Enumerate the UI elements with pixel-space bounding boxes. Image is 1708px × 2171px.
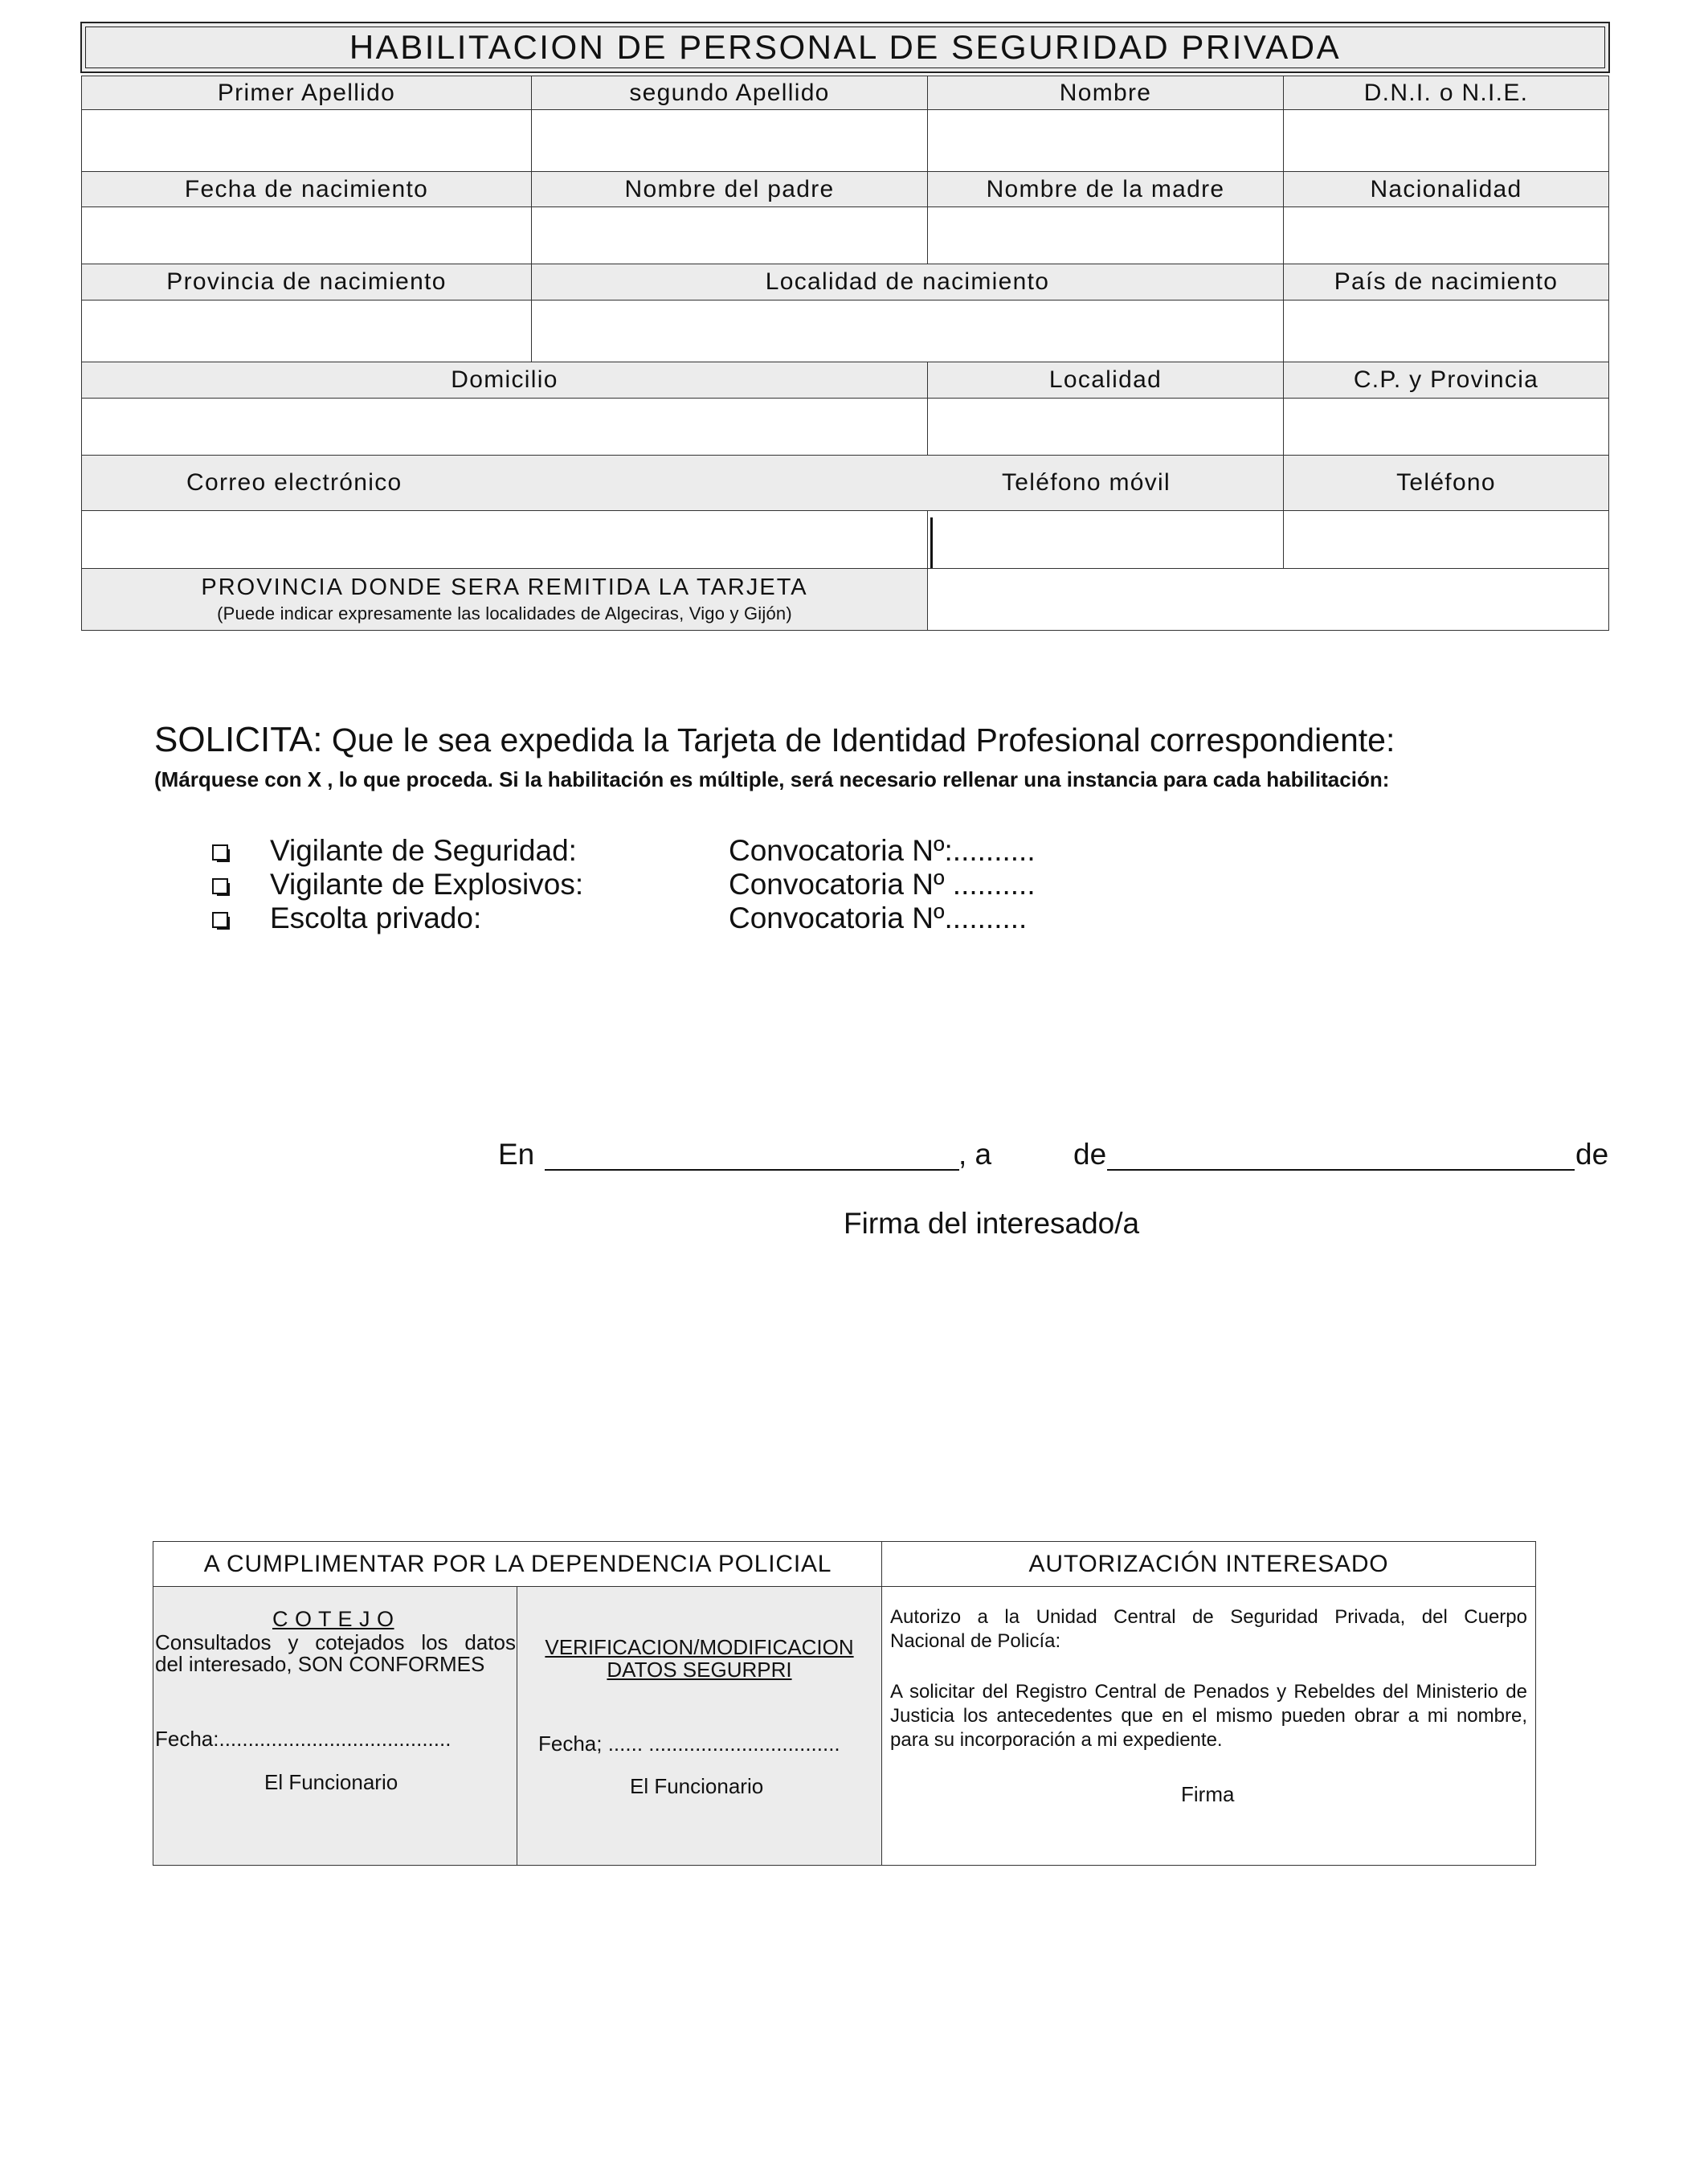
field-dni-nie[interactable] — [1283, 109, 1609, 172]
cotejo-funcionario: El Funcionario — [264, 1770, 398, 1794]
checkbox-escolta-privado[interactable] — [212, 912, 228, 928]
autorizacion-cell — [881, 1586, 1536, 1866]
header-provincia-nacimiento: Provincia de nacimiento — [81, 264, 532, 301]
header-autorizacion-interesado: AUTORIZACIÓN INTERESADO — [881, 1541, 1536, 1588]
header-nacionalidad: Nacionalidad — [1283, 171, 1609, 207]
autorizacion-line-1: Autorizo a la Unidad Central de Seguridad Privada, del Cuerpo — [890, 1606, 1527, 1628]
checkbox-vigilante-explosivos[interactable] — [212, 878, 228, 894]
field-nombre-madre[interactable] — [927, 206, 1284, 264]
header-contact-group — [81, 455, 1284, 511]
firma-interesado-label: Firma del interesado/a — [844, 1207, 1140, 1240]
solicita-line — [154, 720, 1395, 760]
option-convocatoria-vigilante-seguridad: Convocatoria Nº:.......... — [729, 834, 1036, 867]
place-en-label: En — [498, 1138, 535, 1171]
cotejo-fecha: Fecha:........................................ — [155, 1727, 452, 1751]
verificacion-title-2: DATOS SEGURPRI — [607, 1658, 792, 1682]
header-fecha-nacimiento: Fecha de nacimiento — [81, 171, 532, 207]
cotejo-line-2: del interesado, SON CONFORMES — [155, 1652, 485, 1676]
field-pais-nacimiento[interactable] — [1283, 300, 1609, 362]
date-de-label-1: de — [1073, 1138, 1107, 1171]
header-correo: Correo electrónico — [186, 469, 402, 496]
field-nombre-padre[interactable] — [531, 206, 928, 264]
header-localidad-nacimiento: Localidad de nacimiento — [531, 264, 1284, 301]
form-title: HABILITACION DE PERSONAL DE SEGURIDAD PRIVADA — [349, 28, 1342, 66]
autorizacion-p2-line-1: A solicitar del Registro Central de Penados y Rebeldes del Ministerio de — [890, 1681, 1527, 1703]
option-convocatoria-escolta-privado: Convocatoria Nº.......... — [729, 902, 1028, 934]
form-title-box — [80, 22, 1610, 73]
field-primer-apellido[interactable] — [81, 109, 532, 172]
option-label-escolta-privado: Escolta privado: — [270, 902, 482, 934]
field-provincia-nacimiento[interactable] — [81, 300, 532, 362]
field-localidad-nacimiento[interactable] — [531, 300, 1284, 362]
verificacion-funcionario: El Funcionario — [630, 1774, 764, 1798]
header-primer-apellido: Primer Apellido — [81, 76, 532, 110]
field-domicilio[interactable] — [81, 398, 928, 456]
cotejo-title: C O T E J O — [272, 1607, 394, 1631]
field-nombre[interactable] — [927, 109, 1284, 172]
header-provincia-remitida — [81, 568, 928, 631]
header-telefono: Teléfono — [1283, 455, 1609, 511]
field-telefono-movil[interactable] — [927, 510, 1284, 569]
verificacion-fecha: Fecha; ...... ................................. — [538, 1731, 840, 1756]
checkbox-vigilante-seguridad[interactable] — [212, 844, 228, 861]
verificacion-cell — [517, 1586, 883, 1866]
header-dependencia-policial: A CUMPLIMENTAR POR LA DEPENDENCIA POLICIAL — [153, 1541, 883, 1588]
field-segundo-apellido[interactable] — [531, 109, 928, 172]
cotejo-line-1: Consultados y cotejados los datos — [155, 1630, 516, 1654]
date-de-label-2: de — [1575, 1138, 1609, 1171]
header-segundo-apellido: segundo Apellido — [531, 76, 928, 110]
option-label-vigilante-seguridad: Vigilante de Seguridad: — [270, 834, 577, 867]
header-pais-nacimiento: País de nacimiento — [1283, 264, 1609, 301]
header-nombre-padre: Nombre del padre — [531, 171, 928, 207]
autorizacion-p2-line-3: para su incorporación a mi expediente. — [890, 1729, 1223, 1751]
autorizacion-firma: Firma — [1181, 1782, 1235, 1806]
field-telefono[interactable] — [1283, 510, 1609, 569]
autorizacion-line-2: Nacional de Policía: — [890, 1630, 1061, 1652]
field-provincia-remitida[interactable] — [927, 568, 1609, 631]
place-a-label: , a — [958, 1138, 992, 1171]
place-blank-line[interactable] — [545, 1169, 959, 1171]
solicita-note: (Márquese con X , lo que proceda. Si la habilitación es múltiple, será necesario rellenar una instancia para cada habilitación: — [154, 767, 1390, 791]
field-nacionalidad[interactable] — [1283, 206, 1609, 264]
cotejo-cell — [153, 1586, 518, 1866]
header-telefono-movil: Teléfono móvil — [1002, 469, 1171, 496]
field-cp-provincia[interactable] — [1283, 398, 1609, 456]
option-label-vigilante-explosivos: Vigilante de Explosivos: — [270, 868, 584, 901]
provincia-remitida-label: PROVINCIA DONDE SERA REMITIDA LA TARJETA — [201, 574, 808, 601]
field-localidad[interactable] — [927, 398, 1284, 456]
header-dni-nie: D.N.I. o N.I.E. — [1283, 76, 1609, 110]
header-nombre-madre: Nombre de la madre — [927, 171, 1284, 207]
header-domicilio: Domicilio — [81, 362, 928, 399]
field-fecha-nacimiento[interactable] — [81, 206, 532, 264]
header-cp-provincia: C.P. y Provincia — [1283, 362, 1609, 399]
field-correo[interactable] — [81, 510, 928, 569]
date-blank-line[interactable] — [1107, 1169, 1575, 1171]
solicita-text: Que le sea expedida la Tarjeta de Identidad Profesional correspondiente: — [322, 722, 1395, 758]
autorizacion-p2-line-2: Justicia los antecedentes que en el mismo pueden obrar a mi nombre, — [890, 1705, 1527, 1727]
solicita-lead: SOLICITA: — [154, 720, 323, 759]
option-convocatoria-vigilante-explosivos: Convocatoria Nº .......... — [729, 868, 1036, 901]
verificacion-title-1: VERIFICACION/MODIFICACION — [545, 1635, 854, 1659]
provincia-remitida-note: (Puede indicar expresamente las localidades de Algeciras, Vigo y Gijón) — [217, 603, 792, 624]
field-separator-mark — [930, 517, 933, 574]
header-localidad: Localidad — [927, 362, 1284, 399]
header-nombre: Nombre — [927, 76, 1284, 110]
